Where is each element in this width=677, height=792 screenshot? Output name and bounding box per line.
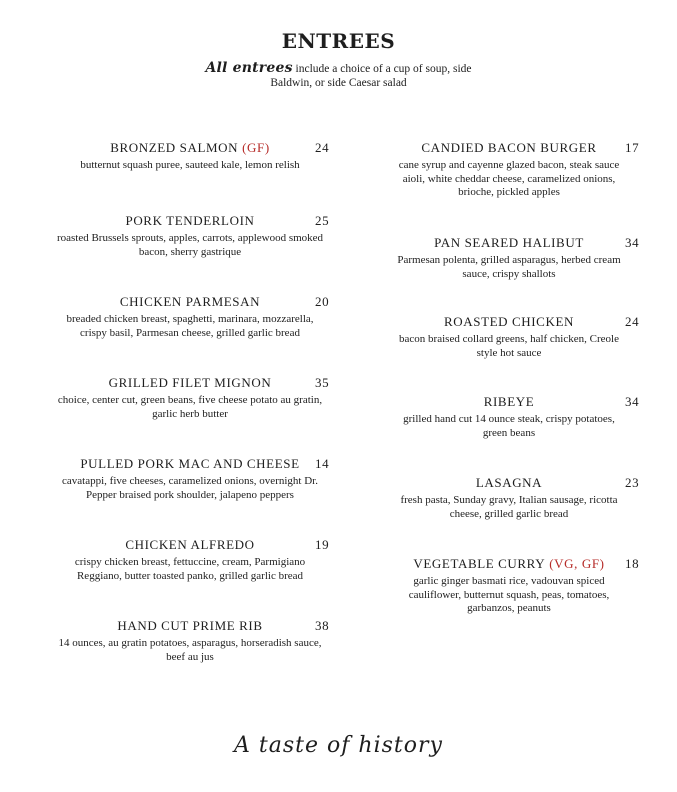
menu-item-header xyxy=(374,394,644,410)
menu-item-description xyxy=(40,556,340,583)
menu-item-price: 24 xyxy=(315,140,330,155)
menu-item-price: 20 xyxy=(315,294,330,309)
menu-item-name: PORK TENDERLOIN xyxy=(125,213,255,228)
menu-item-price: 14 xyxy=(315,456,330,471)
menu-item-description xyxy=(40,313,340,340)
menu-item-header xyxy=(40,213,340,229)
description-line: butternut squash puree, sauteed kale, lemon relish xyxy=(80,159,300,171)
description-line: cane syrup and cayenne glazed bacon, steak sauce xyxy=(398,159,620,171)
menu-item xyxy=(40,294,340,340)
menu-item-price: 25 xyxy=(315,213,330,228)
menu-item xyxy=(374,140,644,200)
description-line: sauce, crispy shallots xyxy=(462,267,556,280)
description-line: fresh pasta, Sunday gravy, Italian sausage, ricotta xyxy=(400,494,618,506)
description-line: brioche, pickled apples xyxy=(458,186,560,198)
description-line: beef au jus xyxy=(166,650,214,663)
menu-item-name: CANDIED BACON BURGER xyxy=(421,140,597,155)
dietary-tag: (GF) xyxy=(242,140,270,155)
menu-item-header xyxy=(374,235,644,251)
menu-item-name: CHICKEN ALFREDO xyxy=(125,537,255,552)
menu-item-header xyxy=(374,556,644,572)
menu-item-name: BRONZED SALMON xyxy=(110,140,239,155)
menu-item xyxy=(374,314,644,360)
description-line: choice, center cut, green beans, five cheese potato au gratin, xyxy=(57,394,323,406)
menu-item-description xyxy=(374,413,644,440)
description-line: Reggiano, butter toasted panko, grilled garlic bread xyxy=(76,569,304,582)
menu-item-price: 35 xyxy=(315,375,330,390)
menu-item-name: GRILLED FILET MIGNON xyxy=(108,375,272,390)
page-title: ENTREES xyxy=(281,29,396,53)
description-line: garlic ginger basmati rice, vadouvan spiced xyxy=(413,575,605,587)
description-line: crispy chicken breast, fettuccine, cream, Parmigiano xyxy=(74,556,306,568)
menu-item-description xyxy=(374,494,644,521)
menu-item-price: 34 xyxy=(625,394,640,409)
description-line: garlic herb butter xyxy=(152,407,228,420)
menu-item-header xyxy=(374,475,644,491)
menu-item-name: PAN SEARED HALIBUT xyxy=(434,235,584,250)
menu-item xyxy=(374,235,644,281)
menu-item-header xyxy=(374,314,644,330)
subtitle-line-1 xyxy=(0,60,677,76)
menu-item-description xyxy=(374,254,644,281)
menu-item-price: 18 xyxy=(625,556,640,571)
menu-item-name: HAND CUT PRIME RIB xyxy=(117,618,263,633)
menu-item-header xyxy=(40,456,340,472)
description-line: cauliflower, butternut squash, peas, tomatoes, xyxy=(408,588,610,601)
description-line: breaded chicken breast, spaghetti, marinara, mozzarella, xyxy=(66,313,314,325)
menu-item-description xyxy=(40,637,340,664)
subtitle-text: include a choice of a cup of soup, side xyxy=(295,63,472,75)
menu-item xyxy=(40,375,340,421)
menu-item xyxy=(374,556,644,616)
menu-item-header xyxy=(40,618,340,634)
menu-item-description xyxy=(40,394,340,421)
menu-item-name: ROASTED CHICKEN xyxy=(444,314,574,329)
description-line: garbanzos, peanuts xyxy=(467,602,551,614)
menu-item-header xyxy=(40,537,340,553)
menu-item-description xyxy=(40,475,340,502)
description-line: cavatappi, five cheeses, caramelized onions, overnight Dr. xyxy=(62,475,318,487)
menu-item-name: RIBEYE xyxy=(483,394,535,409)
menu-item-header xyxy=(40,375,340,391)
description-line: Parmesan polenta, grilled asparagus, herbed cream xyxy=(397,254,621,266)
menu-item-price: 38 xyxy=(315,618,330,633)
menu-item-header xyxy=(40,140,340,156)
subtitle-line-2: Baldwin, or side Caesar salad xyxy=(270,77,407,89)
menu-item-price: 17 xyxy=(625,140,640,155)
menu-item-description xyxy=(374,159,644,200)
description-line: Pepper braised pork shoulder, jalapeno peppers xyxy=(86,488,294,501)
description-line: bacon, sherry gastrique xyxy=(138,245,242,258)
menu-item-name: PULLED PORK MAC AND CHEESE xyxy=(80,456,300,471)
description-line: bacon braised collard greens, half chicken, Creole xyxy=(399,333,619,345)
description-line: green beans xyxy=(482,426,536,439)
menu-item-description xyxy=(374,333,644,360)
menu-item-price: 23 xyxy=(625,475,640,490)
menu-item xyxy=(40,140,340,173)
menu-item xyxy=(40,213,340,259)
menu-item xyxy=(40,456,340,502)
menu-item-header xyxy=(374,140,644,156)
description-line: aioli, white cheddar cheese, caramelized onions, xyxy=(402,172,616,185)
description-line: style hot sauce xyxy=(476,346,542,359)
menu-item-name: VEGETABLE CURRY xyxy=(413,556,546,571)
menu-item xyxy=(40,618,340,664)
description-line: crispy basil, Parmesan cheese, grilled garlic bread xyxy=(80,326,300,339)
description-line: grilled hand cut 14 ounce steak, crispy potatoes, xyxy=(403,413,615,425)
dietary-tag: (VG, GF) xyxy=(549,556,605,571)
description-line: roasted Brussels sprouts, apples, carrots, applewood smoked xyxy=(56,232,324,244)
menu-item xyxy=(374,475,644,521)
subtitle-script: All entrees xyxy=(205,60,293,76)
menu-item xyxy=(40,537,340,583)
menu-item-name: LASAGNA xyxy=(475,475,543,490)
description-line: 14 ounces, au gratin potatoes, asparagus, horseradish sauce, xyxy=(58,637,322,649)
menu-item-price: 34 xyxy=(625,235,640,250)
menu-item xyxy=(374,394,644,440)
menu-item-description xyxy=(374,575,644,616)
description-line: cheese, grilled garlic bread xyxy=(449,507,569,520)
menu-item-price: 24 xyxy=(625,314,640,329)
menu-item-header xyxy=(40,294,340,310)
menu-item-description xyxy=(40,232,340,259)
menu-item-price: 19 xyxy=(315,537,330,552)
menu-item-description xyxy=(40,159,340,173)
footer-tagline: A taste of history xyxy=(234,733,443,758)
menu-item-name: CHICKEN PARMESAN xyxy=(119,294,261,309)
